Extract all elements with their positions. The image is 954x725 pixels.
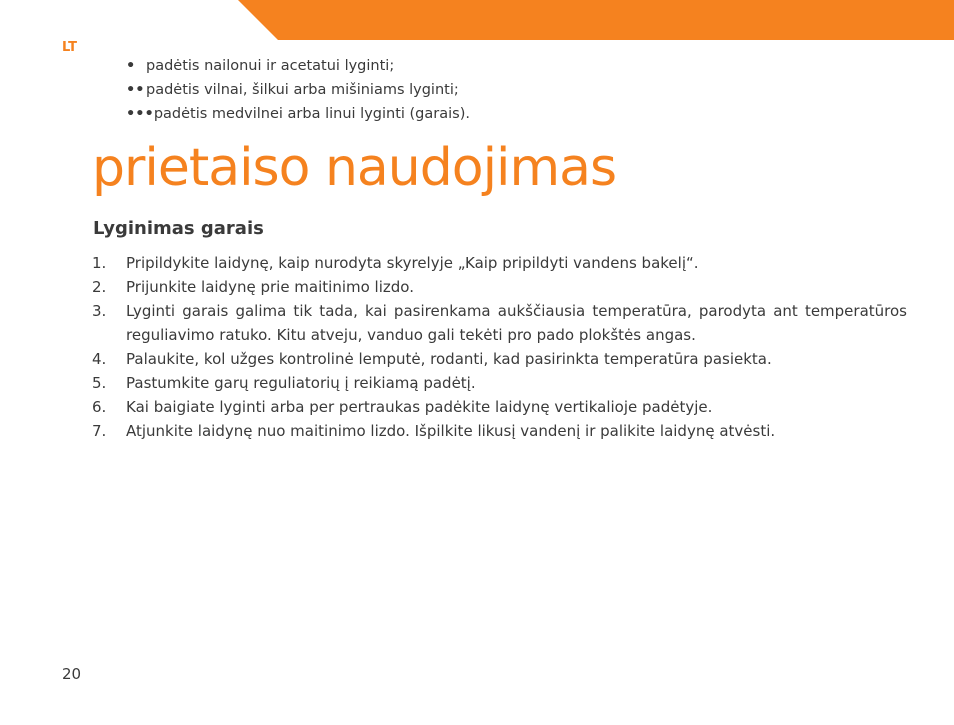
step-number: 2. [92, 278, 107, 296]
step-text: Kai baigiate lyginti arba per pertraukas padėkite laidynę vertikalioje padėtyje. [126, 398, 713, 416]
list-item [92, 347, 907, 371]
dot-mark: •• [126, 82, 145, 98]
step-text: Atjunkite laidynę nuo maitinimo lizdo. Išpilkite likusį vandenį ir palikite laidynę atvėsti. [126, 422, 776, 440]
step-number: 1. [92, 254, 107, 272]
language-label: LT [62, 40, 77, 55]
step-text: Lyginti garais galima tik tada, kai pasirenkama aukščiausia temperatūra, parodyta ant temperatūros reguliavimo ratuko. Kitu atveju, vanduo gali tekėti pro pado plokštės angas. [126, 302, 907, 344]
step-text: Palaukite, kol užges kontrolinė lemputė, rodanti, kad pasirinkta temperatūra pasiekta. [126, 350, 772, 368]
step-number: 3. [92, 302, 107, 320]
list-item [92, 395, 907, 419]
list-item [92, 419, 907, 443]
step-text: Pripildykite laidynę, kaip nurodyta skyrelyje „Kaip pripildyti vandens bakelį“. [126, 254, 699, 272]
list-item [126, 78, 470, 102]
step-number: 4. [92, 350, 107, 368]
list-item [126, 102, 470, 126]
header-accent-band [238, 0, 954, 40]
step-text: Pastumkite garų reguliatorių į reikiamą padėtį. [126, 374, 476, 392]
dot-mark: ••• [126, 106, 154, 122]
setting-text: padėtis vilnai, šilkui arba mišiniams lyginti; [146, 82, 459, 98]
step-text: Prijunkite laidynę prie maitinimo lizdo. [126, 278, 414, 296]
setting-text: padėtis medvilnei arba linui lyginti (garais). [153, 106, 470, 122]
section-title: prietaiso naudojimas [92, 138, 617, 198]
temperature-settings-list [126, 54, 470, 126]
page-number: 20 [62, 665, 82, 683]
setting-text: padėtis nailonui ir acetatui lyginti; [146, 58, 395, 74]
step-number: 5. [92, 374, 107, 392]
step-number: 6. [92, 398, 107, 416]
list-item [92, 275, 907, 299]
list-item [126, 54, 470, 78]
dot-mark: • [126, 58, 136, 74]
list-item [92, 251, 907, 275]
subheading: Lyginimas garais [93, 218, 264, 239]
step-number: 7. [92, 422, 107, 440]
list-item [92, 371, 907, 395]
steps-list [92, 251, 907, 443]
list-item [92, 299, 907, 347]
